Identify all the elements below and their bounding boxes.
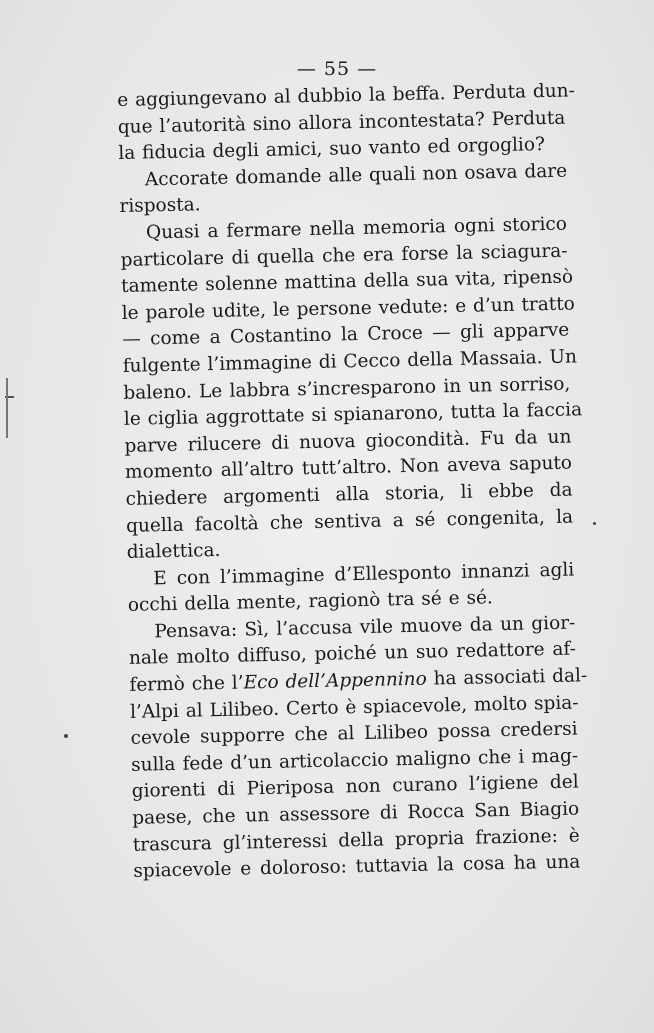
body-text xyxy=(117,79,588,886)
text-line: particolare di quella che era forse la sciagura- xyxy=(120,240,568,271)
text-line: parve rilucere di nuova giocondità. Fu da un xyxy=(124,426,572,457)
text-line: sulla fede d’un articolaccio maligno che i mag- xyxy=(130,745,579,776)
text-line: le ciglia aggrottate si spianarono, tutta la faccia xyxy=(123,399,583,431)
text-line: — come a Costantino la Croce — gli apparve xyxy=(122,319,570,351)
text-line: dialettica. xyxy=(126,540,221,563)
text-line: le parole udite, le persone vedute: e d’un tratto xyxy=(121,293,575,324)
text-line: spiacevole e doloroso: tuttavia la cosa ha una xyxy=(133,851,581,883)
text-line: occhi della mente, ragionò tra sé e sé. xyxy=(127,587,494,617)
text-segment: ha associati dal- xyxy=(426,665,588,690)
ink-speck xyxy=(64,734,68,738)
text-line: Quasi a fermare nella memoria ogni storico xyxy=(145,213,568,244)
text-line: e aggiungevano al dubbio la beffa. Perduta dun- xyxy=(117,80,576,111)
text-line: cevole supporre che al Lilibeo possa credersi xyxy=(130,718,578,750)
text-line: fulgente l’immagine di Cecco della Massaia. Un xyxy=(122,346,578,377)
text-line: baleno. Le labbra s’incresparono in un sorriso, xyxy=(123,373,571,404)
text-line: quella facoltà che sentiva a sé congenita, la xyxy=(125,506,574,537)
text-line: Accorate domande alle quali non osava dare xyxy=(144,160,568,191)
text-line: Pensava: Sì, l’accusa vile muove da un gior- xyxy=(154,612,576,643)
text-line: l’Alpi al Lilibeo. Certo è spiacevole, molto spia- xyxy=(129,692,579,723)
text-line: la fiducia degli amici, suo vanto ed orgoglio? xyxy=(118,134,546,165)
text-line: trascura gl’interessi della propria frazione: è xyxy=(132,825,580,856)
text-line: risposta. xyxy=(119,194,201,218)
page-number: — 55 — xyxy=(296,58,378,80)
margin-mark xyxy=(6,378,8,438)
newspaper-title: Eco dell’Appennino xyxy=(243,668,427,694)
ink-speck xyxy=(593,522,596,525)
text-segment: fermò che l’ xyxy=(129,672,244,696)
text-line: que l’autorità sino allora incontestata? Perduta xyxy=(117,107,566,138)
text-line: chiedere argomenti alla storia, li ebbe da xyxy=(125,479,573,510)
text-line: tamente solenne mattina della sua vita, ripensò xyxy=(120,266,574,298)
text-line: E con l’immagine d’Ellesponto innanzi agli xyxy=(153,559,575,590)
text-line: nale molto diffuso, poiché un suo redattore af- xyxy=(128,638,577,670)
text-line: momento all’altro tutt’altro. Non aveva saputo xyxy=(124,452,573,484)
text-line: paese, che un assessore di Rocca San Biagio xyxy=(132,798,580,829)
text-line: giorenti di Pieriposa non curano l’igiene del xyxy=(131,771,579,803)
